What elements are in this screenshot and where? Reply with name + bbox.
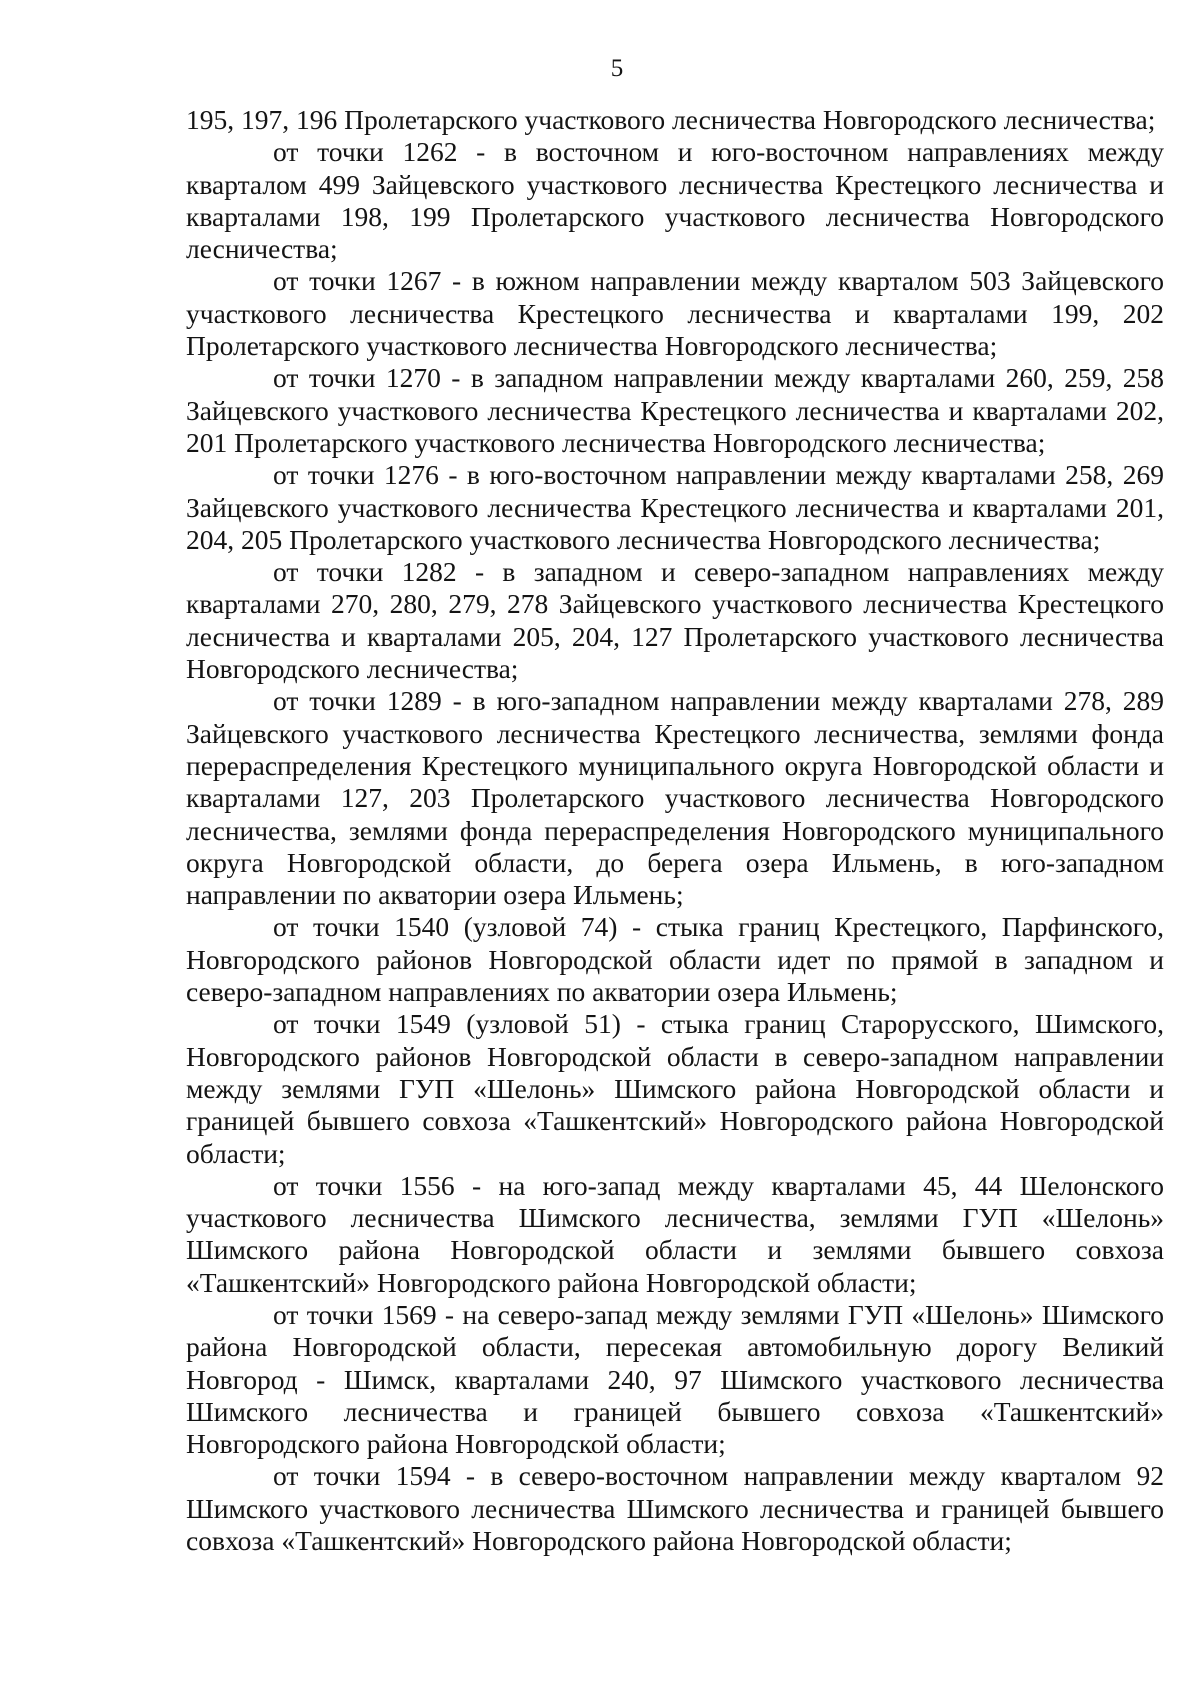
paragraph-point-1556: от точки 1556 - на юго-запад между кварталами 45, 44 Шелонского участкового лесничества Шимского лесничества, землями ГУП «Шелонь» Шимского района Новгородской области и землями бывшего совхоза «Ташкентский» Новгородского района Новгородской области; xyxy=(186,1169,1164,1298)
paragraph-point-1540: от точки 1540 (узловой 74) - стыка границ Крестецкого, Парфинского, Новгородского районов Новгородской области идет по прямой в западном и северо-западном направлениях по акватории озера Ильмень; xyxy=(186,911,1164,1008)
paragraph-point-1270: от точки 1270 - в западном направлении между кварталами 260, 259, 258 Зайцевского участкового лесничества Крестецкого лесничества и кварталами 202, 201 Пролетарского участкового лесничества Новгородского лесничества; xyxy=(186,362,1164,458)
paragraph-point-1276: от точки 1276 - в юго-восточном направлении между кварталами 258, 269 Зайцевского участкового лесничества Крестецкого лесничества и кварталами 201, 204, 205 Пролетарского участкового лесничества Новгородского лесничества; xyxy=(186,459,1164,555)
page-number: 5 xyxy=(610,55,624,82)
paragraph-point-1262: от точки 1262 - в восточном и юго-восточном направлениях между кварталом 499 Зайцевского участкового лесничества Крестецкого лесничества и кварталами 198, 199 Пролетарского участкового лесничества Новгородского лесничества; xyxy=(186,136,1164,265)
document-body xyxy=(186,104,1164,1557)
paragraph-point-1549: от точки 1549 (узловой 51) - стыка границ Старорусского, Шимского, Новгородского районов Новгородской области в северо-западном направлении между землями ГУП «Шелонь» Шимского района Новгородской области и границей бывшего совхоза «Ташкентский» Новгородского района Новгородской области; xyxy=(186,1008,1164,1169)
paragraph-point-1267: от точки 1267 - в южном направлении между кварталом 503 Зайцевского участкового лесничества Крестецкого лесничества и кварталами 199, 202 Пролетарского участкового лесничества Новгородского лесничества; xyxy=(186,265,1164,362)
paragraph-continuation: 195, 197, 196 Пролетарского участкового лесничества Новгородского лесничества; xyxy=(186,104,1156,135)
paragraph-point-1594: от точки 1594 - в северо-восточном направлении между кварталом 92 Шимского участкового лесничества Шимского лесничества и границей бывшего совхоза «Ташкентский» Новгородского района Новгородской области; xyxy=(186,1460,1164,1557)
paragraph-point-1282: от точки 1282 - в западном и северо-западном направлениях между кварталами 270, 280, 279, 278 Зайцевского участкового лесничества Крестецкого лесничества и кварталами 205, 204, 127 Пролетарского участкового лесничества Новгородского лесничества; xyxy=(186,556,1164,685)
paragraph-point-1289: от точки 1289 - в юго-западном направлении между кварталами 278, 289 Зайцевского участкового лесничества Крестецкого лесничества, землями фонда перераспределения Крестецкого муниципального округа Новгородской области и кварталами 127, 203 Пролетарского участкового лесничества Новгородского лесничества, землями фонда перераспределения Новгородского муниципального округа Новгородской области, до берега озера Ильмень, в юго-западном направлении по акватории озера Ильмень; xyxy=(186,685,1164,911)
paragraph-point-1569: от точки 1569 - на северо-запад между землями ГУП «Шелонь» Шимского района Новгородской области, пересекая автомобильную дорогу Великий Новгород - Шимск, кварталами 240, 97 Шимского участкового лесничества Шимского лесничества и границей бывшего совхоза «Ташкентский» Новгородского района Новгородской области; xyxy=(186,1298,1164,1460)
